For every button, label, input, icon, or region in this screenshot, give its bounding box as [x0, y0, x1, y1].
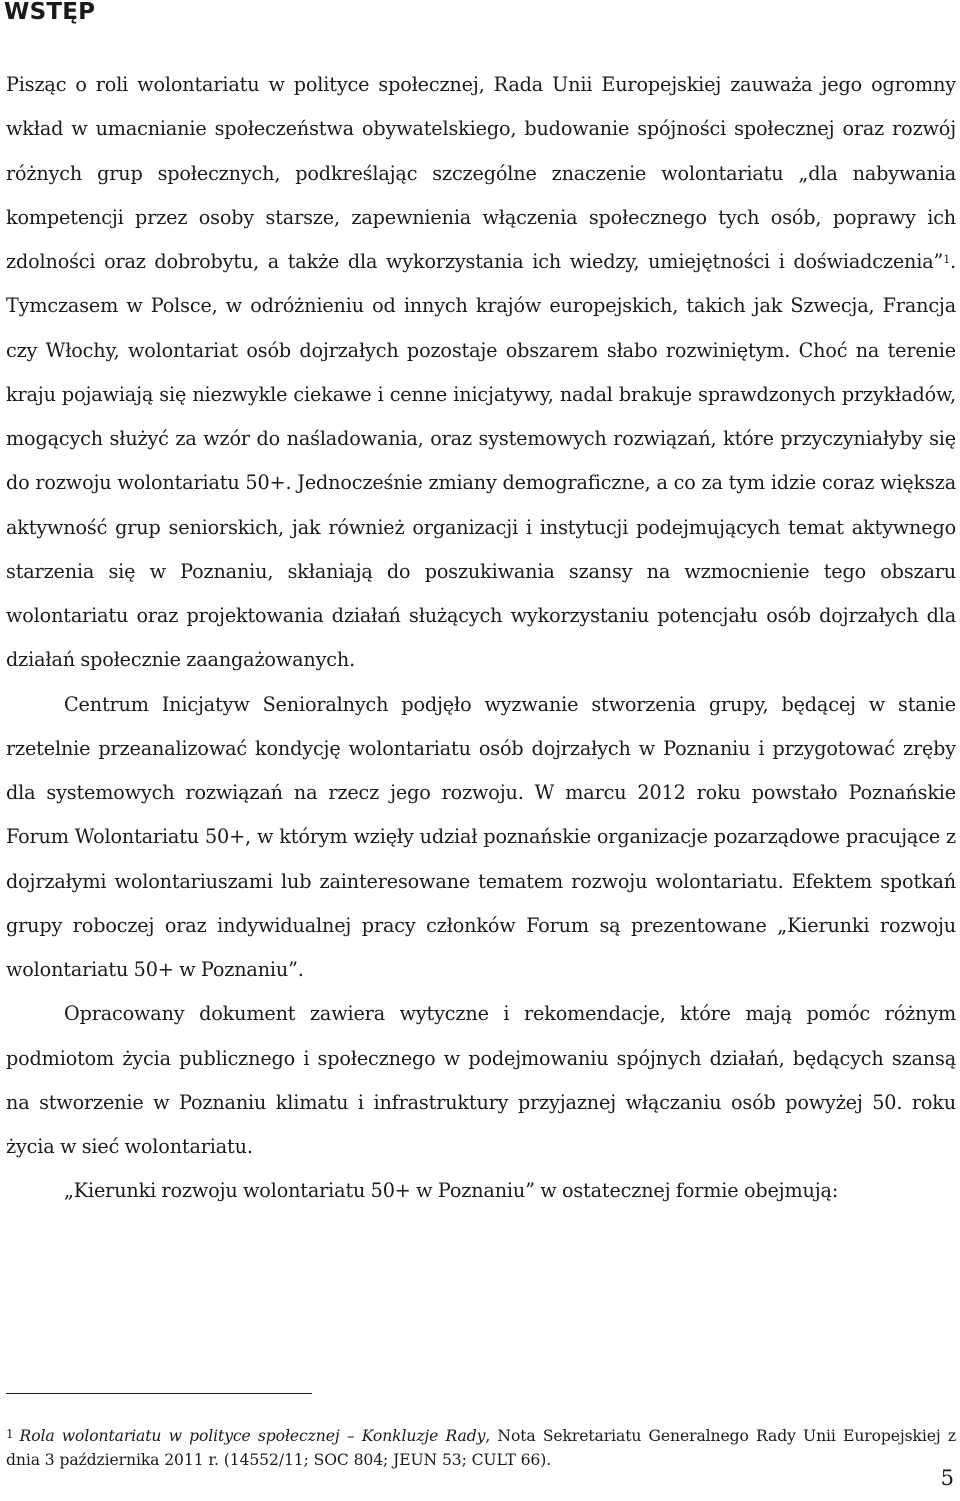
- footnote-reference[interactable]: 1: [943, 252, 951, 266]
- section-heading: WSTĘP: [4, 0, 96, 25]
- paragraph-document: Opracowany dokument zawiera wytyczne i rekomendacje, które mają pomóc różnym podmiotom życia publicznego i społecznego w podejmowaniu spójnych działań, będących szansą na stworzenie w Poznaniu klimatu i infrastruktury przyjaznej włączaniu osób powyżej 50. roku życia w sieć wolontariatu.: [6, 1002, 956, 1158]
- footnote-separator: [6, 1393, 312, 1394]
- paragraph-scope: „Kierunki rozwoju wolontariatu 50+ w Poznaniu” w ostatecznej formie obejmują:: [64, 1179, 839, 1203]
- paragraph-intro-part-1: Pisząc o roli wolontariatu w polityce społecznej, Rada Unii Europejskiej zauważa jego ogromny wkład w umacnianie społeczeństwa obywatelskiego, budowanie spójności społecznej oraz rozwój różnych grup społecznych, podkreślając szczególne znaczenie wolontariatu „dla nabywania kompetencji przez osoby starsze, zapewnienia włączenia społecznego tych osób, poprawy ich zdolności oraz dobrobytu, a także dla wykorzystania ich wiedzy, umiejętności i doświadczenia”: [6, 73, 956, 273]
- footnote-marker: 1: [6, 1427, 14, 1441]
- paragraph-forum: Centrum Inicjatyw Senioralnych podjęło wyzwanie stworzenia grupy, będącej w stanie rzetelnie przeanalizować kondycję wolontariatu osób dojrzałych w Poznaniu i przygotować zręby dla systemowych rozwiązań na rzecz jego rozwoju. W marcu 2012 roku powstało Poznańskie Forum Wolontariatu 50+, w którym wzięły udział poznańskie organizacje pozarządowe pracujące z dojrzałymi wolontariuszami lub zainteresowane tematem rozwoju wolontariatu. Efektem spotkań grupy roboczej oraz indywidualnej pracy członków Forum są prezentowane „Kierunki rozwoju wolontariatu 50+ w Poznaniu”.: [6, 692, 956, 981]
- footnote: [6, 1419, 956, 1472]
- paragraph-intro-part-2: . Tymczasem w Polsce, w odróżnieniu od innych krajów europejskich, takich jak Szwecja, Francja czy Włochy, wolontariat osób dojrzałych pozostaje obszarem słabo rozwiniętym. Choć na terenie kraju pojawiają się niezwykle ciekawe i cenne inicjatywy, nadal brakuje sprawdzonych przykładów, mogących służyć za wzór do naśladowania, oraz systemowych rozwiązań, które przyczyniałyby się do rozwoju wolontariatu 50+. Jednocześnie zmiany demograficzne, a co za tym idzie coraz większa aktywność grup seniorskich, jak również organizacji i instytucji podejmujących temat aktywnego starzenia się w Poznaniu, skłaniają do poszukiwania szansy na wzmocnienie tego obszaru wolontariatu oraz projektowania działań służących wykorzystaniu potencjału osób dojrzałych dla działań społecznie zaangażowanych.: [6, 250, 956, 672]
- page-number: 5: [940, 1466, 954, 1490]
- body-text: [6, 63, 956, 1214]
- footnote-text: , Nota Sekretariatu Generalnego Rady Unii Europejskiej z dnia 3 października 2011 r. (14552/11; SOC 804; JEUN 53; CULT 66).: [6, 1427, 956, 1470]
- paragraph-intro: [6, 63, 956, 683]
- footnote-title: Rola wolontariatu w polityce społecznej – Konkluzje Rady: [19, 1427, 486, 1446]
